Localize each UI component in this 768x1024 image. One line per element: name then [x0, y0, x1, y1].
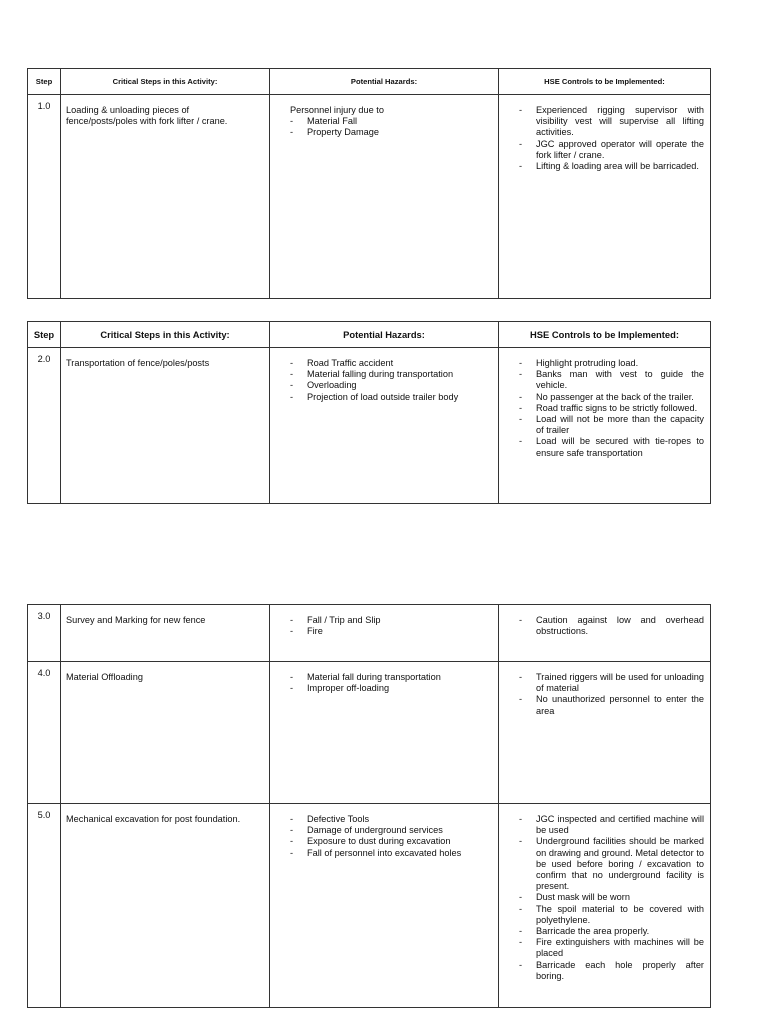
header-hse-controls: HSE Controls to be Implemented:	[499, 322, 711, 348]
controls-cell	[499, 605, 711, 662]
list-item: - Banks man with vest to guide the vehicle.	[519, 369, 704, 391]
list-item: - The spoil material to be covered with polyethylene.	[519, 904, 704, 926]
hse-table-step-2	[27, 321, 711, 504]
table-row	[28, 348, 711, 504]
list-item: - No passenger at the back of the trailer.	[519, 392, 704, 403]
controls-list	[519, 615, 704, 637]
hazards-cell	[270, 605, 499, 662]
hse-table-step-1	[27, 68, 711, 299]
hse-table-steps-3-5	[27, 604, 711, 1008]
list-item: - Highlight protruding load.	[519, 358, 704, 369]
hazard-intro: Personnel injury due to	[290, 105, 384, 115]
controls-cell	[499, 348, 711, 504]
header-step: Step	[28, 322, 61, 348]
list-item: - Fire	[290, 626, 492, 637]
list-item: - Road Traffic accident	[290, 358, 492, 369]
table-row	[28, 95, 711, 299]
controls-cell	[499, 662, 711, 804]
list-item: - Overloading	[290, 380, 492, 391]
list-item: - Experienced rigging supervisor with visibility vest will supervise all lifting activities.	[519, 105, 704, 139]
list-item: - Barricade the area properly.	[519, 926, 704, 937]
hazard-list	[290, 615, 492, 637]
step-number: 4.0	[28, 662, 61, 804]
list-item: - Fire extinguishers with machines will be placed	[519, 937, 704, 959]
controls-cell	[499, 95, 711, 299]
list-item: - Projection of load outside trailer body	[290, 392, 492, 403]
list-item: - Dust mask will be worn	[519, 892, 704, 903]
table-header-row	[28, 69, 711, 95]
list-item: - Barricade each hole properly after boring.	[519, 960, 704, 982]
header-potential-hazards: Potential Hazards:	[270, 322, 499, 348]
list-item: - Load will be secured with tie-ropes to ensure safe transportation	[519, 436, 704, 458]
list-item: - Load will not be more than the capacity of trailer	[519, 414, 704, 436]
header-step: Step	[28, 69, 61, 95]
list-item: - Lifting & loading area will be barricaded.	[519, 161, 704, 172]
hazards-cell	[270, 95, 499, 299]
list-item: - Material fall during transportation	[290, 672, 492, 683]
hazards-cell	[270, 348, 499, 504]
list-item: - Caution against low and overhead obstructions.	[519, 615, 704, 637]
hazards-cell	[270, 804, 499, 1008]
hazard-list	[290, 814, 492, 859]
list-item: - JGC approved operator will operate the fork lifter / crane.	[519, 139, 704, 161]
controls-list	[519, 105, 704, 172]
controls-cell	[499, 804, 711, 1008]
header-critical-steps: Critical Steps in this Activity:	[61, 69, 270, 95]
list-item: - Fall of personnel into excavated holes	[290, 848, 492, 859]
controls-list	[519, 814, 704, 982]
step-number: 1.0	[28, 95, 61, 299]
step-number: 2.0	[28, 348, 61, 504]
activity-cell: Mechanical excavation for post foundation.	[61, 804, 270, 1008]
list-item: - JGC inspected and certified machine will be used	[519, 814, 704, 836]
list-item: - Material Fall	[290, 116, 492, 127]
hazard-list	[290, 358, 492, 403]
hazard-list	[290, 672, 492, 694]
list-item: - Damage of underground services	[290, 825, 492, 836]
table-row	[28, 662, 711, 804]
list-item: - Road traffic signs to be strictly followed.	[519, 403, 704, 414]
list-item: - No unauthorized personnel to enter the area	[519, 694, 704, 716]
list-item: - Defective Tools	[290, 814, 492, 825]
hazard-list	[290, 116, 492, 138]
list-item: - Fall / Trip and Slip	[290, 615, 492, 626]
list-item: - Underground facilities should be marked on drawing and ground. Metal detector to be used before boring / excavation to confirm that no underground facility is present.	[519, 836, 704, 892]
activity-cell: Transportation of fence/poles/posts	[61, 348, 270, 504]
step-number: 5.0	[28, 804, 61, 1008]
table-header-row	[28, 322, 711, 348]
list-item: - Material falling during transportation	[290, 369, 492, 380]
step-number: 3.0	[28, 605, 61, 662]
header-potential-hazards: Potential Hazards:	[270, 69, 499, 95]
table-row	[28, 804, 711, 1008]
header-hse-controls: HSE Controls to be Implemented:	[499, 69, 711, 95]
controls-list	[519, 672, 704, 717]
list-item: - Property Damage	[290, 127, 492, 138]
activity-cell: Survey and Marking for new fence	[61, 605, 270, 662]
header-critical-steps: Critical Steps in this Activity:	[61, 322, 270, 348]
activity-cell: Loading & unloading pieces of fence/posts/poles with fork lifter / crane.	[61, 95, 270, 299]
hazards-cell	[270, 662, 499, 804]
list-item: - Exposure to dust during excavation	[290, 836, 492, 847]
table-row	[28, 605, 711, 662]
activity-cell: Material Offloading	[61, 662, 270, 804]
list-item: - Trained riggers will be used for unloading of material	[519, 672, 704, 694]
list-item: - Improper off-loading	[290, 683, 492, 694]
controls-list	[519, 358, 704, 459]
